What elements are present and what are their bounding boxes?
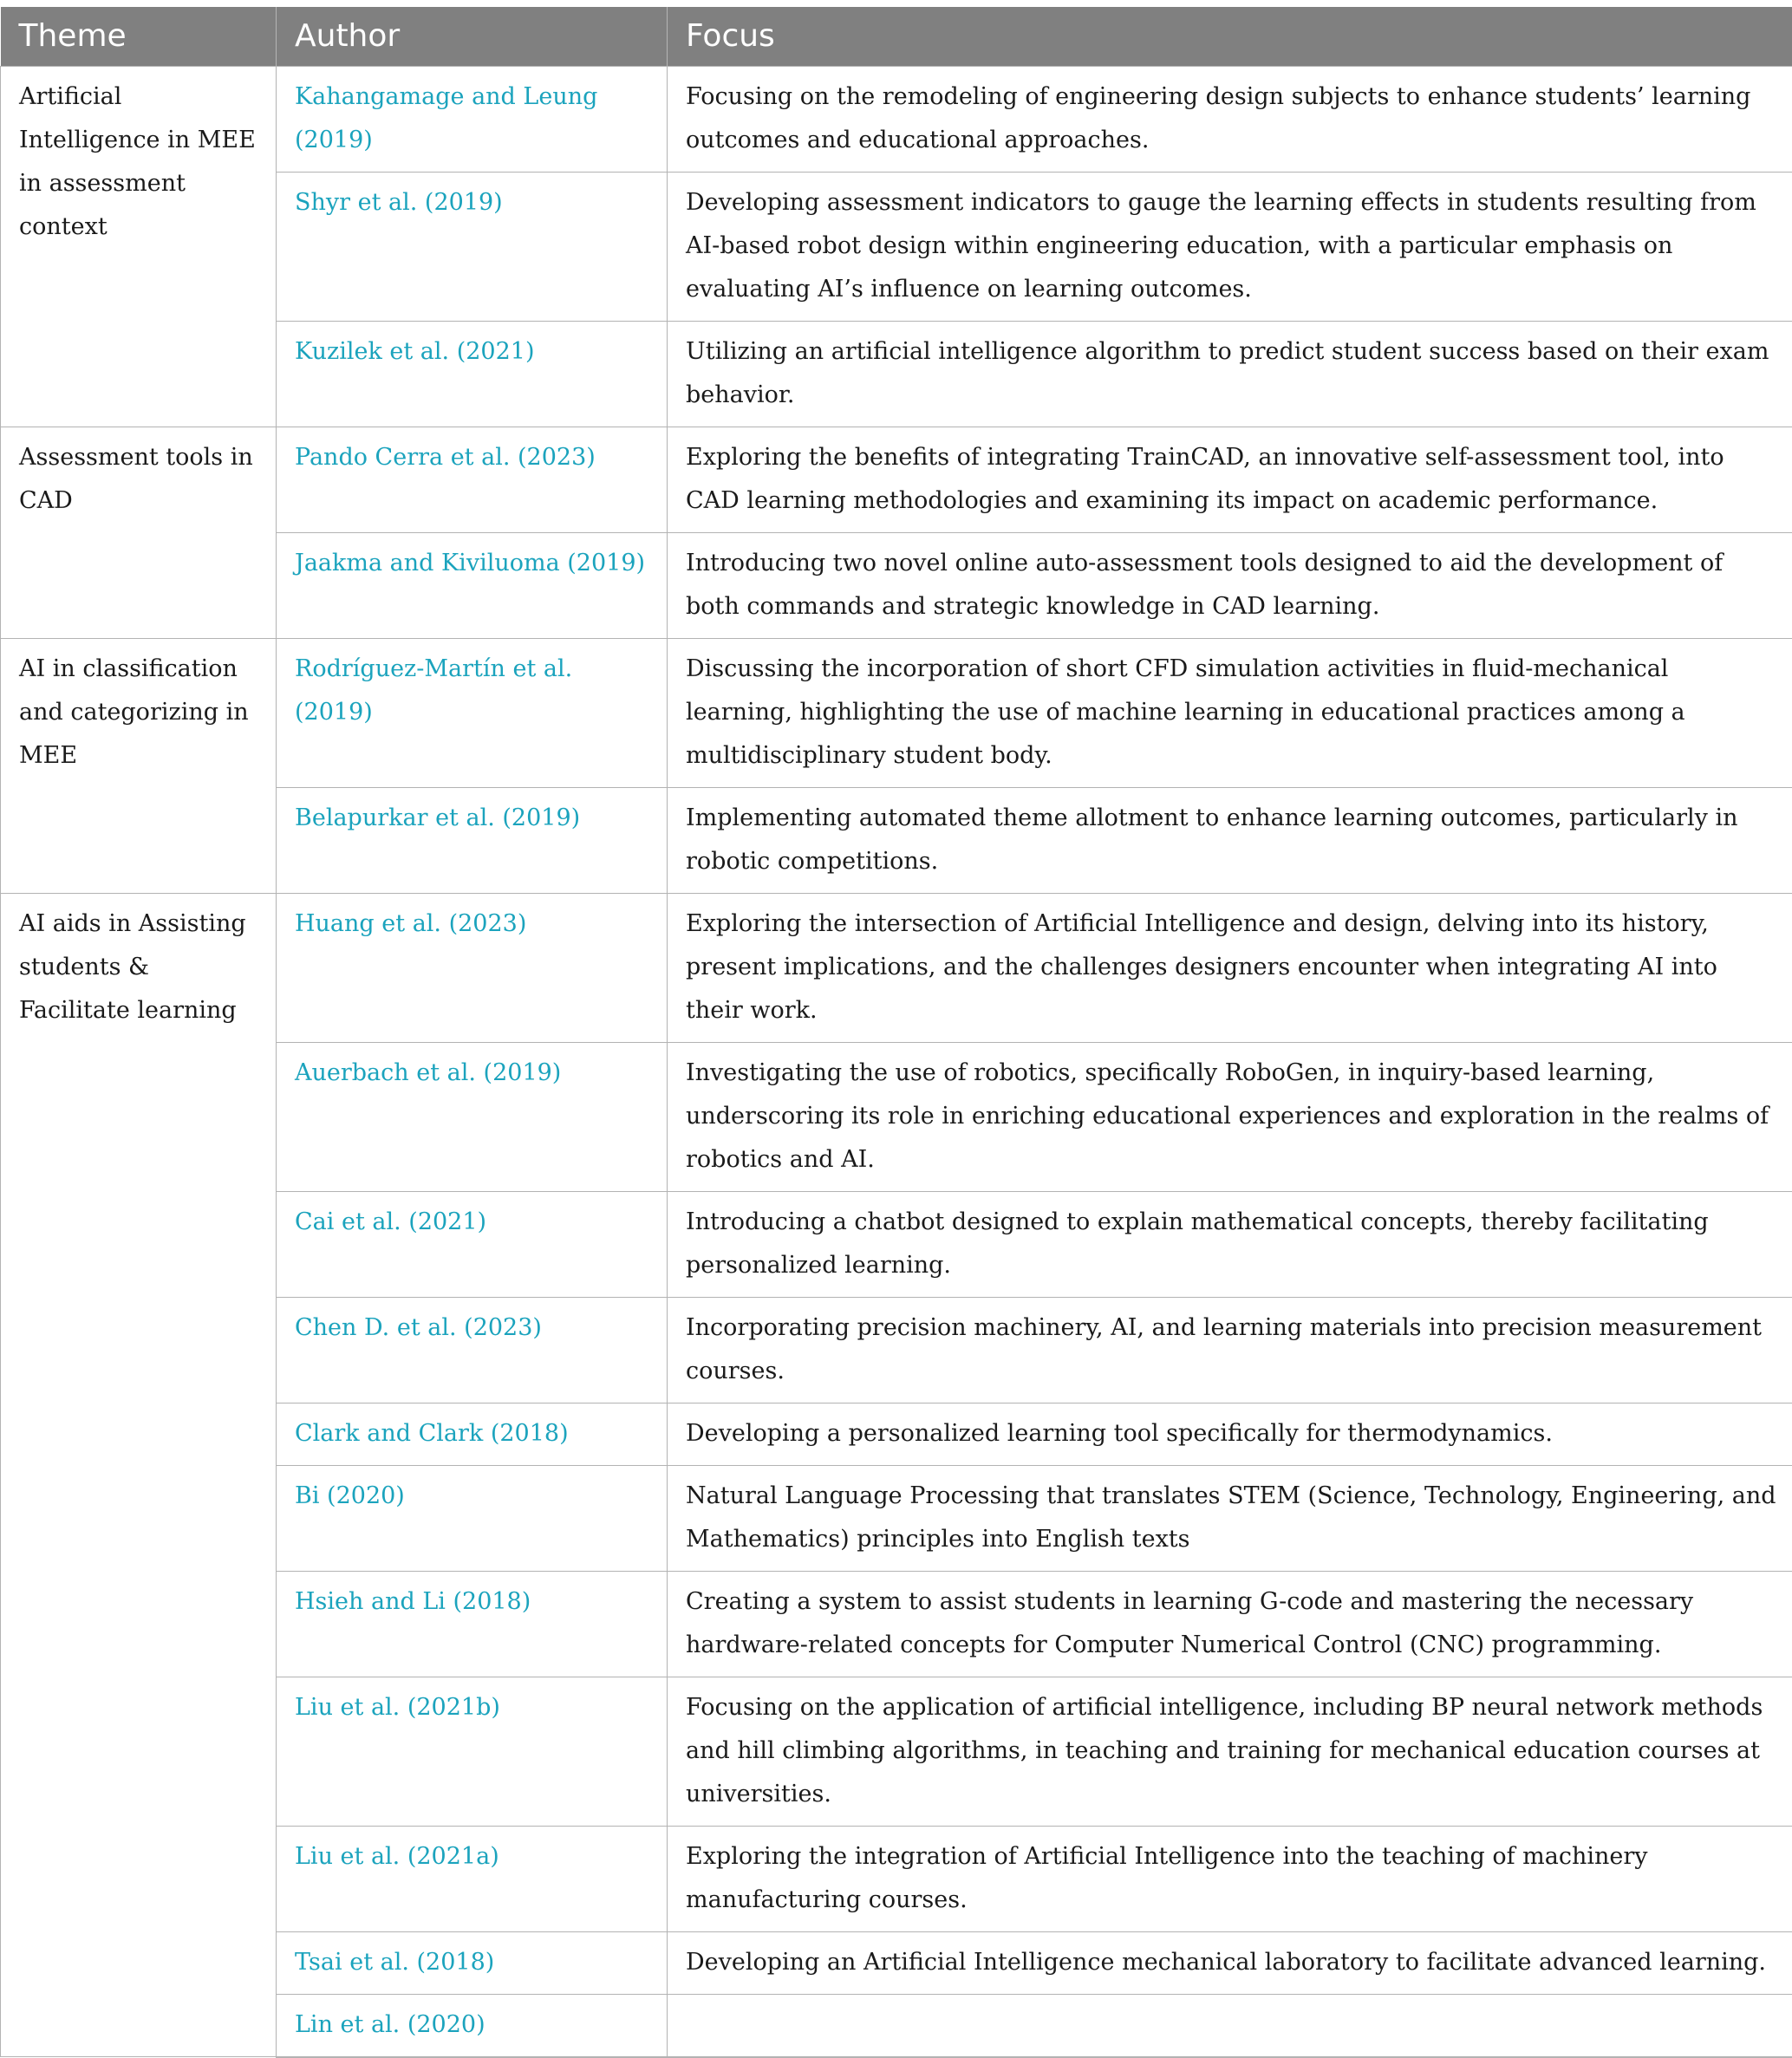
focus-cell: Exploring the integration of Artificial Intelligence into the teaching of machinery manufacturing courses. [668, 1826, 1792, 1931]
author-citation-link[interactable]: Cai et al. (2021) [295, 1208, 486, 1235]
author-citation-link[interactable]: Lin et al. (2020) [295, 2011, 485, 2038]
author-citation-link[interactable]: Bi (2020) [295, 1482, 405, 1509]
focus-cell: Exploring the benefits of integrating TrainCAD, an innovative self-assessment tool, into CAD learning methodologies and examining its impact on academic performance. [668, 427, 1792, 532]
author-cell [277, 1042, 668, 1191]
theme-cell: AI aids in Assisting students & Facilitate learning [1, 893, 277, 2057]
literature-table-container [0, 7, 1792, 2058]
author-citation-link[interactable]: Pando Cerra et al. (2023) [295, 444, 596, 471]
focus-cell: Introducing a chatbot designed to explain mathematical concepts, thereby facilitating personalized learning. [668, 1191, 1792, 1297]
author-citation-link[interactable]: Liu et al. (2021b) [295, 1694, 500, 1721]
author-cell [277, 893, 668, 1042]
focus-cell: Focusing on the application of artificial intelligence, including BP neural network methods and hill climbing algorithms, in teaching and training for mechanical education courses at universities. [668, 1677, 1792, 1826]
author-cell [277, 1403, 668, 1465]
author-citation-link[interactable]: Kahangamage and Leung (2019) [295, 83, 597, 153]
table-header [1, 7, 1792, 66]
author-cell [277, 427, 668, 532]
author-cell [277, 532, 668, 638]
table-row [1, 427, 1792, 532]
author-cell [277, 1677, 668, 1826]
author-cell [277, 787, 668, 893]
column-header-theme: Theme [1, 7, 277, 66]
author-cell [277, 638, 668, 787]
author-cell [277, 1297, 668, 1403]
author-citation-link[interactable]: Clark and Clark (2018) [295, 1420, 569, 1447]
author-citation-link[interactable]: Belapurkar et al. (2019) [295, 804, 580, 831]
focus-cell: Discussing the incorporation of short CFD simulation activities in fluid-mechanical learning, highlighting the use of machine learning in educational practices among a multidisciplinary student body. [668, 638, 1792, 787]
author-cell [277, 1826, 668, 1931]
author-cell [277, 321, 668, 427]
focus-cell: Investigating the use of robotics, specifically RoboGen, in inquiry-based learning, underscoring its role in enriching educational experiences and exploration in the realms of robotics and AI. [668, 1042, 1792, 1191]
focus-cell: Creating a system to assist students in learning G-code and mastering the necessary hardware-related concepts for Computer Numerical Control (CNC) programming. [668, 1571, 1792, 1677]
author-citation-link[interactable]: Liu et al. (2021a) [295, 1843, 499, 1870]
focus-cell [668, 1994, 1792, 2057]
literature-table [0, 7, 1792, 2058]
author-citation-link[interactable]: Hsieh and Li (2018) [295, 1588, 531, 1615]
author-cell [277, 1931, 668, 1994]
author-citation-link[interactable]: Jaakma and Kiviluoma (2019) [295, 550, 645, 576]
author-cell [277, 1465, 668, 1571]
theme-cell: Assessment tools in CAD [1, 427, 277, 638]
focus-cell: Incorporating precision machinery, AI, and learning materials into precision measurement courses. [668, 1297, 1792, 1403]
theme-cell: Artificial Intelligence in MEE in assessment context [1, 66, 277, 427]
author-citation-link[interactable]: Tsai et al. (2018) [295, 1949, 494, 1976]
table-row [1, 638, 1792, 787]
focus-cell: Developing a personalized learning tool specifically for thermodynamics. [668, 1403, 1792, 1465]
author-cell [277, 1191, 668, 1297]
focus-cell: Utilizing an artificial intelligence algorithm to predict student success based on their exam behavior. [668, 321, 1792, 427]
focus-cell: Implementing automated theme allotment to enhance learning outcomes, particularly in robotic competitions. [668, 787, 1792, 893]
author-citation-link[interactable]: Huang et al. (2023) [295, 910, 526, 937]
table-row [1, 893, 1792, 1042]
focus-cell: Developing an Artificial Intelligence mechanical laboratory to facilitate advanced learning. [668, 1931, 1792, 1994]
author-cell [277, 66, 668, 172]
author-cell [277, 1994, 668, 2057]
author-cell [277, 1571, 668, 1677]
author-citation-link[interactable]: Rodríguez-Martín et al. (2019) [295, 655, 572, 726]
author-citation-link[interactable]: Chen D. et al. (2023) [295, 1314, 542, 1341]
theme-cell: AI in classification and categorizing in MEE [1, 638, 277, 893]
table-row [1, 66, 1792, 172]
table-body [1, 66, 1792, 2057]
column-header-focus: Focus [668, 7, 1792, 66]
author-citation-link[interactable]: Auerbach et al. (2019) [295, 1059, 561, 1086]
focus-cell: Developing assessment indicators to gauge the learning effects in students resulting from AI-based robot design within engineering education, with a particular emphasis on evaluating AI’s influence on learning outcomes. [668, 172, 1792, 321]
focus-cell: Exploring the intersection of Artificial Intelligence and design, delving into its history, present implications, and the challenges designers encounter when integrating AI into their work. [668, 893, 1792, 1042]
column-header-author: Author [277, 7, 668, 66]
author-citation-link[interactable]: Shyr et al. (2019) [295, 189, 503, 216]
author-citation-link[interactable]: Kuzilek et al. (2021) [295, 338, 534, 365]
focus-cell: Introducing two novel online auto-assessment tools designed to aid the development of both commands and strategic knowledge in CAD learning. [668, 532, 1792, 638]
focus-cell: Focusing on the remodeling of engineering design subjects to enhance students’ learning outcomes and educational approaches. [668, 66, 1792, 172]
header-row [1, 7, 1792, 66]
author-cell [277, 172, 668, 321]
focus-cell: Natural Language Processing that translates STEM (Science, Technology, Engineering, and Mathematics) principles into English texts [668, 1465, 1792, 1571]
